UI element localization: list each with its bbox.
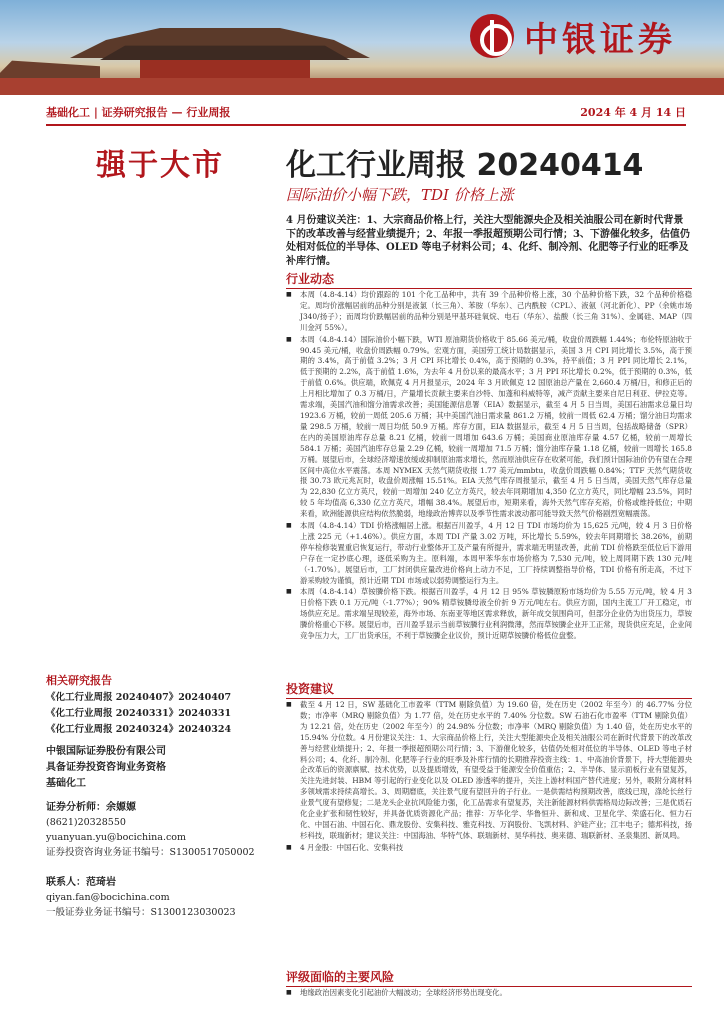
brand-logo bbox=[470, 10, 676, 62]
industry-item: ■ 本周（4.8-4.14）草铵膦价格下跌。根据百川盈孚，4 月 12 日 95% 草铵膦原粉市场均价为 5.55 万元/吨，较 4 月 3 日价格下跌 0.1 万元/吨（-1.77%）；90% 精草铵膦母液全价折 9 万元/吨左右。供应方面，国内主流工厂开工稳定，市场供应充足。需求端呈现较差，海外市场、东南亚等地区需求释放，新年成交氛围尚可，但部分企业仍为出货压力，草铵膦价格重心下移。展望后市，百川盈孚显示当前草铵膦行业利润微薄，然而草铵膦企业开工正常，现货供应充足，企业间竞争压力大，工厂出货承压，不利于草铵膦企业议价，预计近期草铵膦价格低位盘整。 bbox=[286, 587, 692, 642]
contact-name: 联系人：范琦岩 bbox=[46, 877, 116, 888]
analyst-email[interactable]: yuanyuan.yu@bocichina.com bbox=[46, 832, 187, 843]
rating-label: 强于大市 bbox=[96, 148, 224, 183]
contact-email[interactable]: qiyan.fan@bocichina.com bbox=[46, 892, 170, 903]
org-qualification: 具备证券投资咨询业务资格 bbox=[46, 762, 166, 773]
invest-item: ■ 截至 4 月 12 日，SW 基础化工市盈率（TTM 剔除负值）为 19.60 倍，处在历史（2002 年至今）的 46.77% 分位数；市净率（MRQ 剔除负值）为 1.77 倍，处在历史水平的 7.40% 分位数。SW 石油石化市盈率（TTM 剔除负值）为 12.21 倍，处在历史（2002 年至今）的 24.98% 分位数；市净率（MRQ 剔除负值）为 1.40 倍，处在历史水平的 15.94% 分位数。4 月份建议关注：1、大宗商品价格上行，关注大型能源央企及相关油服公司在新时代背景下的改革改善与经营业绩提升；2、年报一季报超预期公司行情；3、下游催化较多，估值仍处相对低位的半导体、OLED 等电子材料公司；4、化纤、制冷剂、化肥等子行业的旺季及补库行情的长期推荐投资主线：1、中高油价背景下，持大型能源央企改革后的资源禀赋、技术优势，以及提质增效，有望受益于能源安全价值重估；2、半导体、显示面板行业有望复苏，关注先进封装、HBM 等引起的行业变化以及 OLED 渗透率的提升，关注上游材料国产替代进度；另外，吸附分离材料多领域需求持续高增长。3、周期磨底，关注景气度有望回升的子行业。一是供需结构预期改善，底线已现，涤纶长丝行业景气度有望修复；二是龙头企业抗风险能力强，化工品需求有望复苏，关注新能源材料供需格局边际改善；三是优质石化企业扩张和韧性较好，并具备优质资源化产品；推荐：万华化学、华鲁恒升、新和成、卫星化学、荣盛石化、恒力石化、中国石油、中国石化、鼎龙股份、安集科技、雅克科技、万润股份、飞凯材料、沪硅产业；江丰电子；德邦科技，扬杉科技，联瑞新材；建议关注：中国海油、华特气体、联瑞新材、昊华科技、奥来德、瑞联新材、圣泉集团、新凤鸣。 bbox=[286, 700, 692, 842]
contact-cert: 一般证券业务证书编号：S1300123030023 bbox=[46, 907, 236, 918]
header-divider bbox=[46, 124, 686, 126]
report-subtitle: 国际油价小幅下跌，TDI 价格上涨 bbox=[286, 186, 514, 204]
related-reports-list bbox=[46, 690, 268, 738]
analyst-info bbox=[46, 800, 268, 860]
analyst-cert: 证券投资咨询业务证书编号：S1300517050002 bbox=[46, 847, 255, 858]
related-reports-title: 相关研究报告 bbox=[46, 674, 112, 687]
risk-item: ■ 地缘政治因素变化引起油价大幅波动；全球经济形势出现变化。 bbox=[286, 988, 692, 999]
section-title-risk: 评级面临的主要风险 bbox=[286, 968, 692, 987]
banner-wall bbox=[0, 78, 724, 95]
report-date: 2024 年 4 月 14 日 bbox=[580, 106, 686, 119]
analyst-phone: (8621)20328550 bbox=[46, 817, 126, 828]
report-subheader bbox=[46, 104, 686, 122]
risk-list bbox=[286, 988, 692, 1000]
header-banner bbox=[0, 0, 724, 95]
report-category: 基础化工 | 证券研究报告 — 行业周报 bbox=[46, 106, 231, 119]
contact-info bbox=[46, 875, 268, 920]
industry-item: ■ 本周（4.8-4.14）均价跟踪的 101 个化工品种中，共有 39 个品种价格上涨，30 个品种价格下跌，32 个品种价格稳定。周均价涨幅居前的品种分别是液氯（长三角）、苯胺（华东）、己内酰胺（CPL）、液氨（河北新化）、PP（余姚市场 J340/扬子）；而周均价跌幅居前的品种分别是甲基环硅氧烷、电石（华东）、盐酸（长三角 31%）、金属硅、MAP（四川金河 55%）。 bbox=[286, 290, 692, 334]
related-report-link[interactable]: 《化工行业周报 20240324》20240324 bbox=[46, 724, 232, 735]
industry-list bbox=[286, 290, 692, 643]
org-info bbox=[46, 744, 268, 792]
industry-item: ■ 本周（4.8-4.14）TDI 价格涨幅居上涨。根据百川盈孚，4 月 12 日 TDI 市场均价为 15,625 元/吨，较 4 月 3 日价格上涨 225 元（+1.46%）。供应方面，本周 TDI 产量 3.02 万吨，环比增长 5.59%，较去年同期增长 38.26%，前期停车检修装置重启恢复运行，带动行业整体开工及产量有所提升，需求端无明显改善，此前 TDI 价格跌至低位后下游用户存在一定抄底心理，逐低采购为主。原料端，本周甲苯华东市场价格为 7,530 元/吨，较上周同期下跌 130 元/吨（-1.70%）。展望后市，工厂封闭供应量改进价格向上动力不足，工厂持续调整指导价格，TDI 价格有所走高，不过下游采购较为谨慎，预计近期 TDI 市场或以弱势调整运行为主。 bbox=[286, 521, 692, 586]
section-title-invest: 投资建议 bbox=[286, 680, 692, 699]
analyst-name: 证券分析师：余嫄嫄 bbox=[46, 802, 136, 813]
boc-logo-icon bbox=[470, 14, 514, 58]
org-name: 中银国际证券股份有限公司 bbox=[46, 746, 166, 757]
summary-paragraph: 4 月份建议关注：1、大宗商品价格上行，关注大型能源央企及相关油服公司在新时代背景下的改革改善与经营业绩提升；2、年报一季报超预期公司行情；3、下游催化较多，估值仍处相对低位的半导体、OLED 等电子材料公司；4、化纤、制冷剂、化肥等子行业的旺季及补库行情。 bbox=[286, 215, 690, 267]
industry-item: ■ 本周（4.8-4.14）国际油价小幅下跌，WTI 原油期货价格收于 85.66 美元/桶，收盘价周跌幅 1.44%；布伦特原油收于 90.45 美元/桶，收盘价周跌幅 0.79%。宏观方面，美国劳工统计局数据显示，美国 3 月 CPI 同比增长 3.5%，高于预期的 3.4%，高于前值 3.2%；3 月 CPI 环比增长 0.4%，高于预期的 0.3%，持平前值；3 月 PPI 同比增长 2.1%，低于预期的 2.2%，高于前值 1.6%，为去年 4 月份以来的最高水平；3 月 PPI 环比增长 0.2%，低于预期的 0.3%，低于前值 0.6%。供应端，欧佩克 4 月月报显示，2024 年 3 月欧佩克 12 国原油总产量在 2,660.4 万桶/日，和修正后的上月相比增加了 0.3 万桶/日，产量增长贡献主要来自沙特、加蓬和科威特等，减产贡献主要来自尼日利亚、伊拉克等。需求端，美国汽油和馏分油需求改善；美国能源信息署（EIA）数据显示，截至 4 月 5 日当周，美国石油需求总量日均 1923.6 万桶，较前一周低 205.6 万桶；其中美国汽油日需求量 861.2 万桶，较前一周低 62.4 万桶；馏分油日均需求量 298.5 万桶，较前一周日均低 50.9 万桶。库存方面，EIA 数据显示，截至 4 月 5 日当周，包括战略储备（SPR）在内的美国原油库存总量 8.21 亿桶，较前一周增加 643.6 万桶；美国商业原油库存量 4.57 亿桶，较前一周增长 584.1 万桶；美国汽油库存总量 2.29 亿桶，较前一周增加 71.5 万桶；馏分油库存量 1.18 亿桶，较前一周增长 165.8 万桶。展望后市，全球经济增速放缓或抑制原油需求增长，然而原油供应存在收紧可能，我们预计国际油价仍有望在合理区间中高位水平震荡。本周 NYMEX 天然气期货收报 1.77 美元/mmbtu，收盘价周跌幅 0.84%；TTF 天然气期货收报 30.73 欧元兆瓦时，收盘价周涨幅 15.51%。EIA 天然气库存周报显示，截至 4 月 5 日当周，美国天然气库存总量为 22,830 亿立方英尺，较前一周增加 240 亿立方英尺，较去年同期增加 4,350 亿立方英尺，同比增幅 23.5%，同时较 5 年均值高 6,330 亿立方英尺，增幅 38.4%。展望后市，短期来看，海外天然气库存充裕，价格或维持低位；中期来看，欧洲能源供应结构依然脆弱，地缘政治博弈以及季节性需求波动都可能导致天然气价格剧烈宽幅震荡。 bbox=[286, 335, 692, 520]
related-report-link[interactable]: 《化工行业周报 20240407》20240407 bbox=[46, 692, 232, 703]
section-title-industry: 行业动态 bbox=[286, 270, 692, 289]
org-sector: 基础化工 bbox=[46, 778, 86, 789]
related-report-link[interactable]: 《化工行业周报 20240331》20240331 bbox=[46, 708, 232, 719]
invest-list bbox=[286, 700, 692, 855]
report-title: 化工行业周报 20240414 bbox=[286, 148, 644, 183]
invest-item: ■ 4 月金股：中国石化、安集科技 bbox=[286, 843, 692, 854]
brand-name: 中银证券 bbox=[524, 19, 676, 60]
